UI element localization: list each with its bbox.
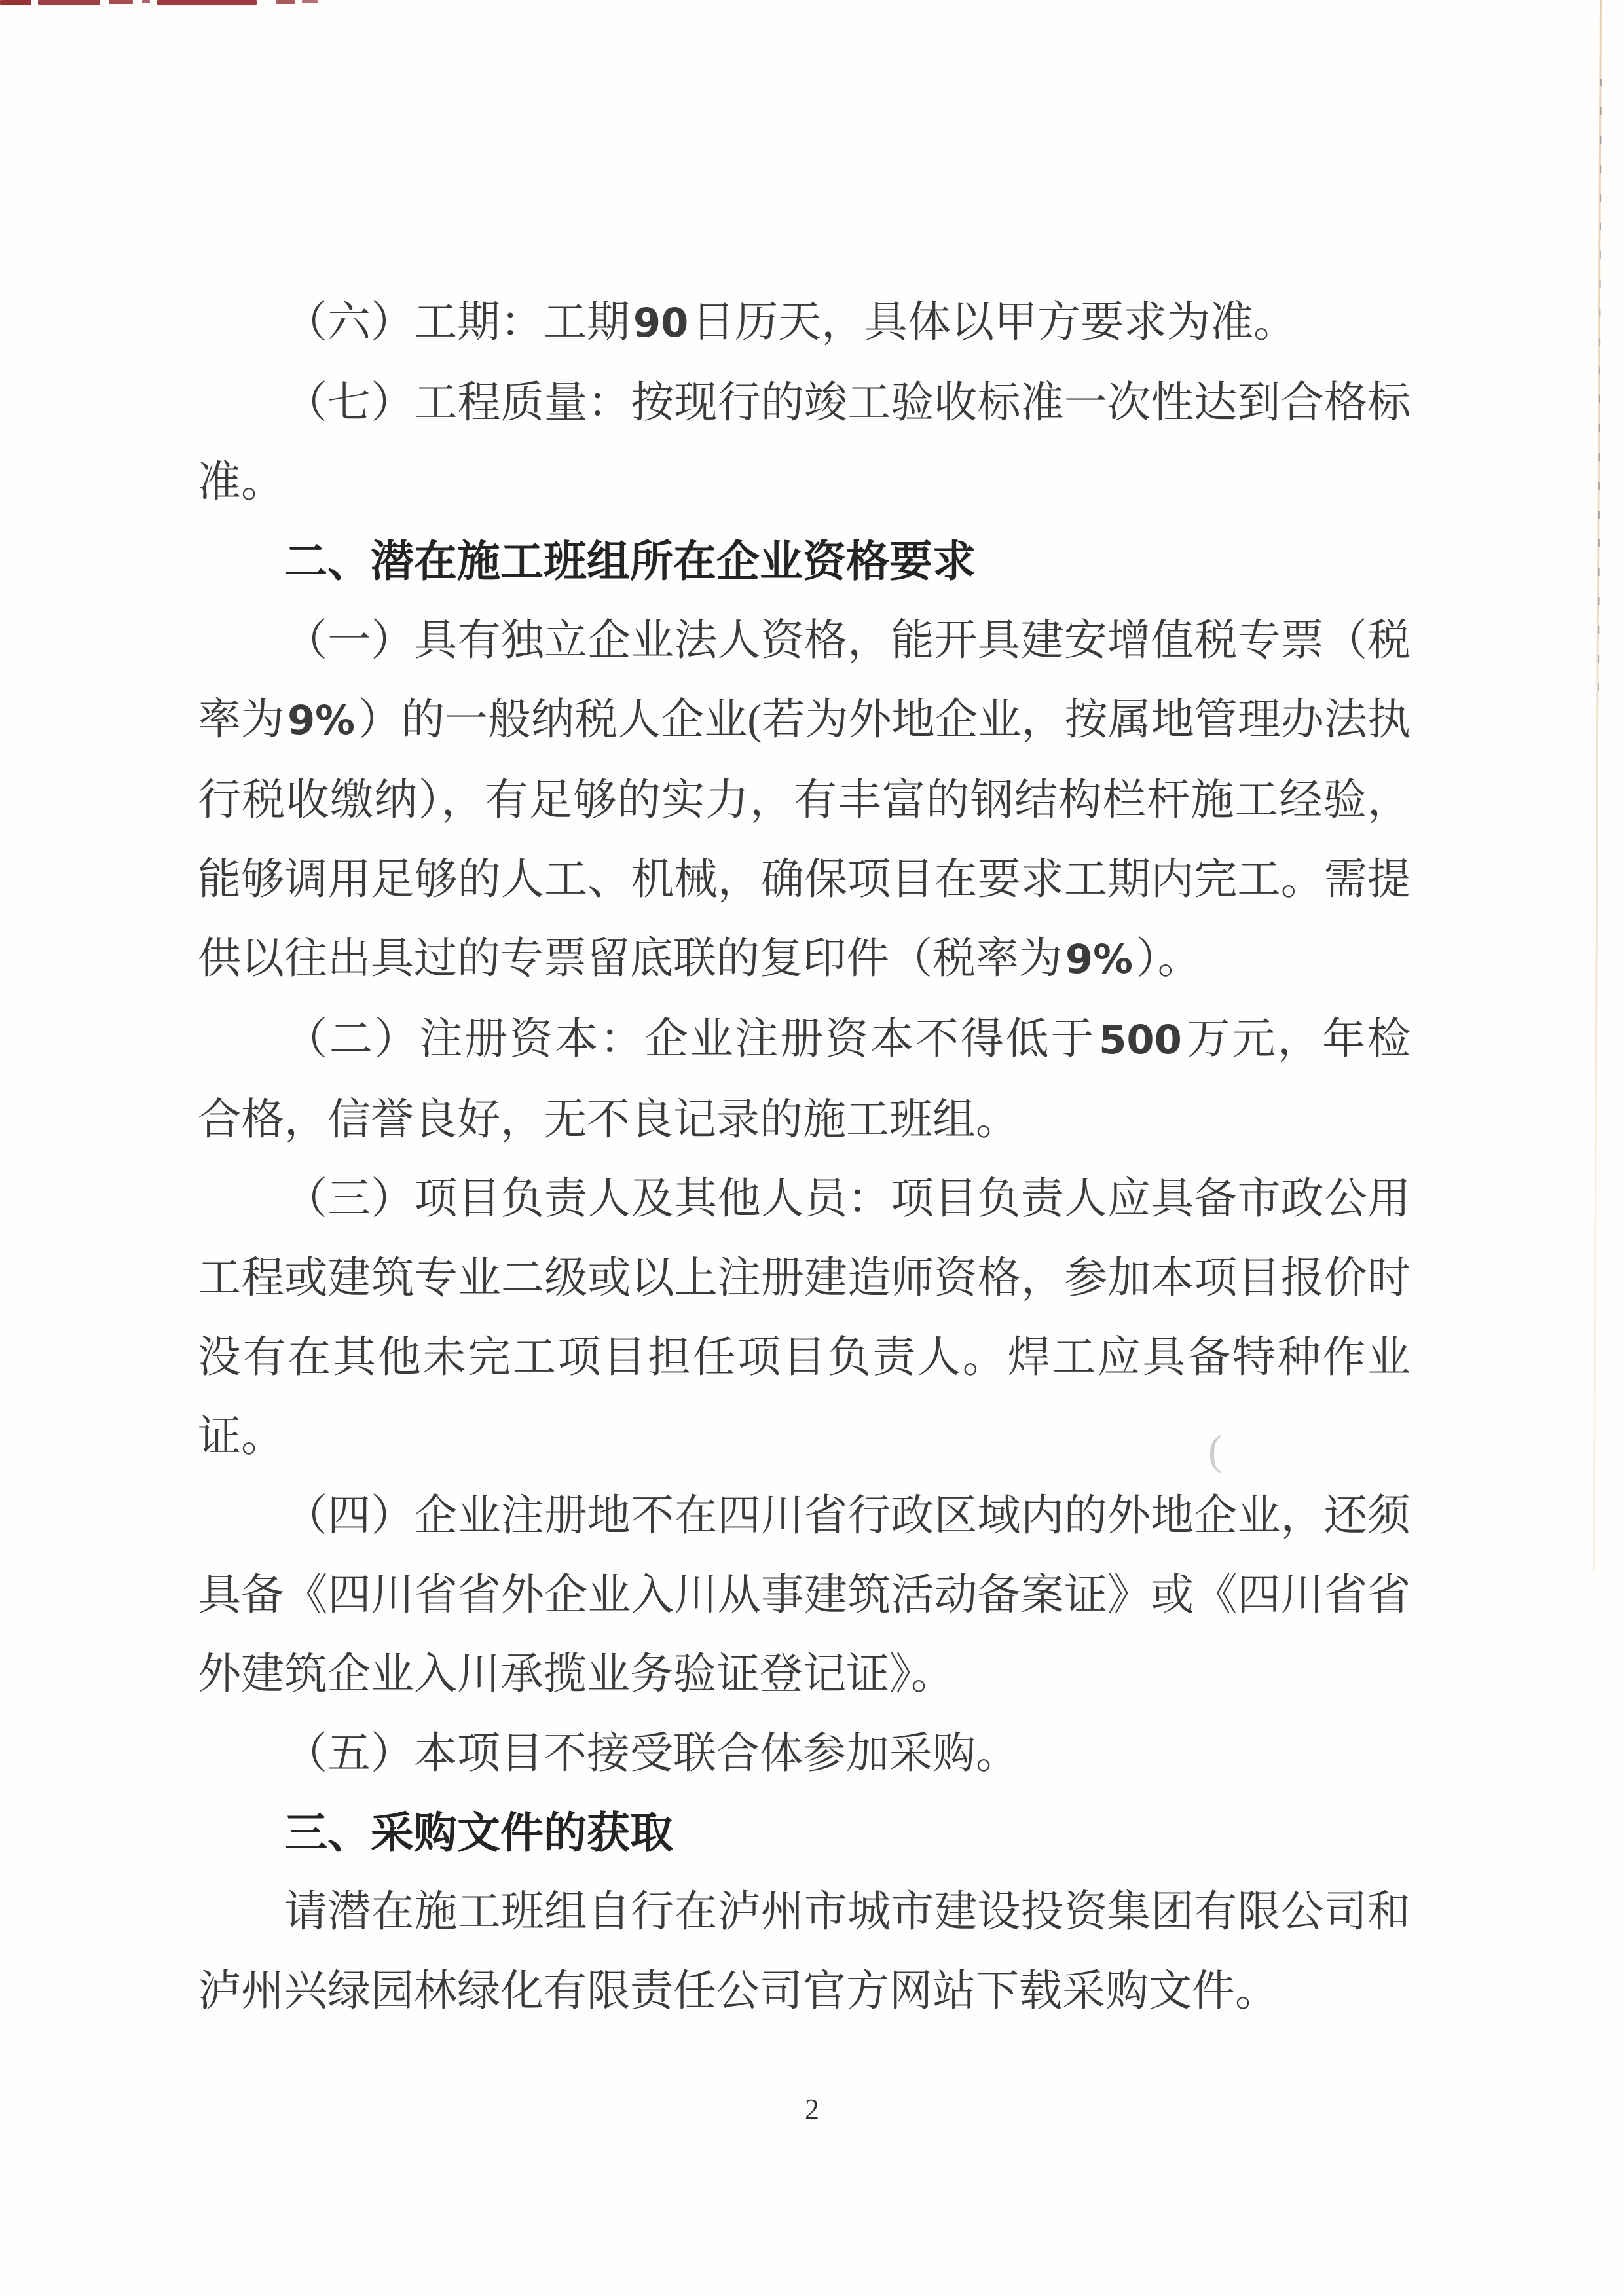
- scan-artifact-top-marks: [0, 0, 341, 5]
- scan-mark-dash: [109, 0, 133, 4]
- text-run: （一）具有独立企业法人资格，能开具建安增值税专票（税率为: [198, 617, 1411, 744]
- clause-6-duration: [198, 283, 1411, 363]
- numeral-run: 90: [633, 301, 689, 346]
- page-number: 2: [805, 2093, 819, 2125]
- scan-mark-dash: [302, 0, 318, 3]
- text-run: 万元，年检合格，信誉良好，无不良记录的施工班组。: [198, 1015, 1411, 1144]
- paragraph-download-notice: [198, 1872, 1411, 2031]
- scan-mark-dash: [38, 0, 100, 5]
- clause-1-qualification: [198, 601, 1411, 1000]
- text-run: （六）工期：工期: [284, 299, 630, 346]
- text-run: （五）本项目不接受联合体参加采购。: [284, 1730, 1019, 1777]
- clause-7-quality: [198, 363, 1411, 522]
- text-run: ）。: [1135, 935, 1201, 983]
- text-run: （三）项目负责人及其他人员：项目负责人应具备市政公用工程或建筑专业二级或以上注册建造师资格，参加本项目报价时没有在其他未完工项目担任项目负责人。焊工应具备特种作业证。: [198, 1175, 1411, 1461]
- clause-5-no-consortium: [198, 1714, 1411, 1793]
- clause-4-out-of-province: [198, 1476, 1411, 1714]
- scan-mark-dash: [0, 0, 31, 5]
- document-content: [198, 283, 1411, 2031]
- text-run: 二、潜在施工班组所在企业资格要求: [284, 536, 976, 587]
- text-run: 三、采购文件的获取: [284, 1808, 673, 1858]
- text-run: （四）企业注册地不在四川省行政区域内的外地企业，还须具备《四川省省外企业入川从事建筑活动备案证》或《四川省省外建筑企业入川承揽业务验证登记证》。: [198, 1492, 1411, 1698]
- section-heading-2: [198, 522, 1411, 601]
- text-run: ）的一般纳税人企业(若为外地企业，按属地管理办法执行税收缴纳），有足够的实力，有丰富的钢结构栏杆施工经验，能够调用足够的人工、机械，确保项目在要求工期内完工。需提供以往出具过的专票留底联的复印件（税率为: [198, 696, 1411, 983]
- clause-2-registered-capital: [198, 1000, 1411, 1159]
- scan-mark-dash: [276, 0, 295, 4]
- numeral-run: 9%: [1065, 937, 1133, 983]
- text-run: 日历天，具体以甲方要求为准。: [692, 299, 1297, 346]
- clause-3-project-manager: [198, 1159, 1411, 1476]
- scan-mark-dash: [157, 0, 257, 5]
- text-run: 请潜在施工班组自行在泸州市城市建设投资集团有限公司和泸州兴绿园林绿化有限责任公司官方网站下载采购文件。: [198, 1888, 1411, 2015]
- section-heading-3: [198, 1793, 1411, 1872]
- scan-mark-dash: [142, 0, 150, 3]
- numeral-run: 9%: [287, 698, 356, 744]
- text-run: （七）工程质量：按现行的竣工验收标准一次性达到合格标准。: [198, 379, 1411, 506]
- numeral-run: 500: [1099, 1017, 1182, 1063]
- text-run: （二）注册资本：企业注册资本不得低于: [284, 1015, 1096, 1063]
- scan-artifact-paren: (: [1208, 1427, 1223, 1474]
